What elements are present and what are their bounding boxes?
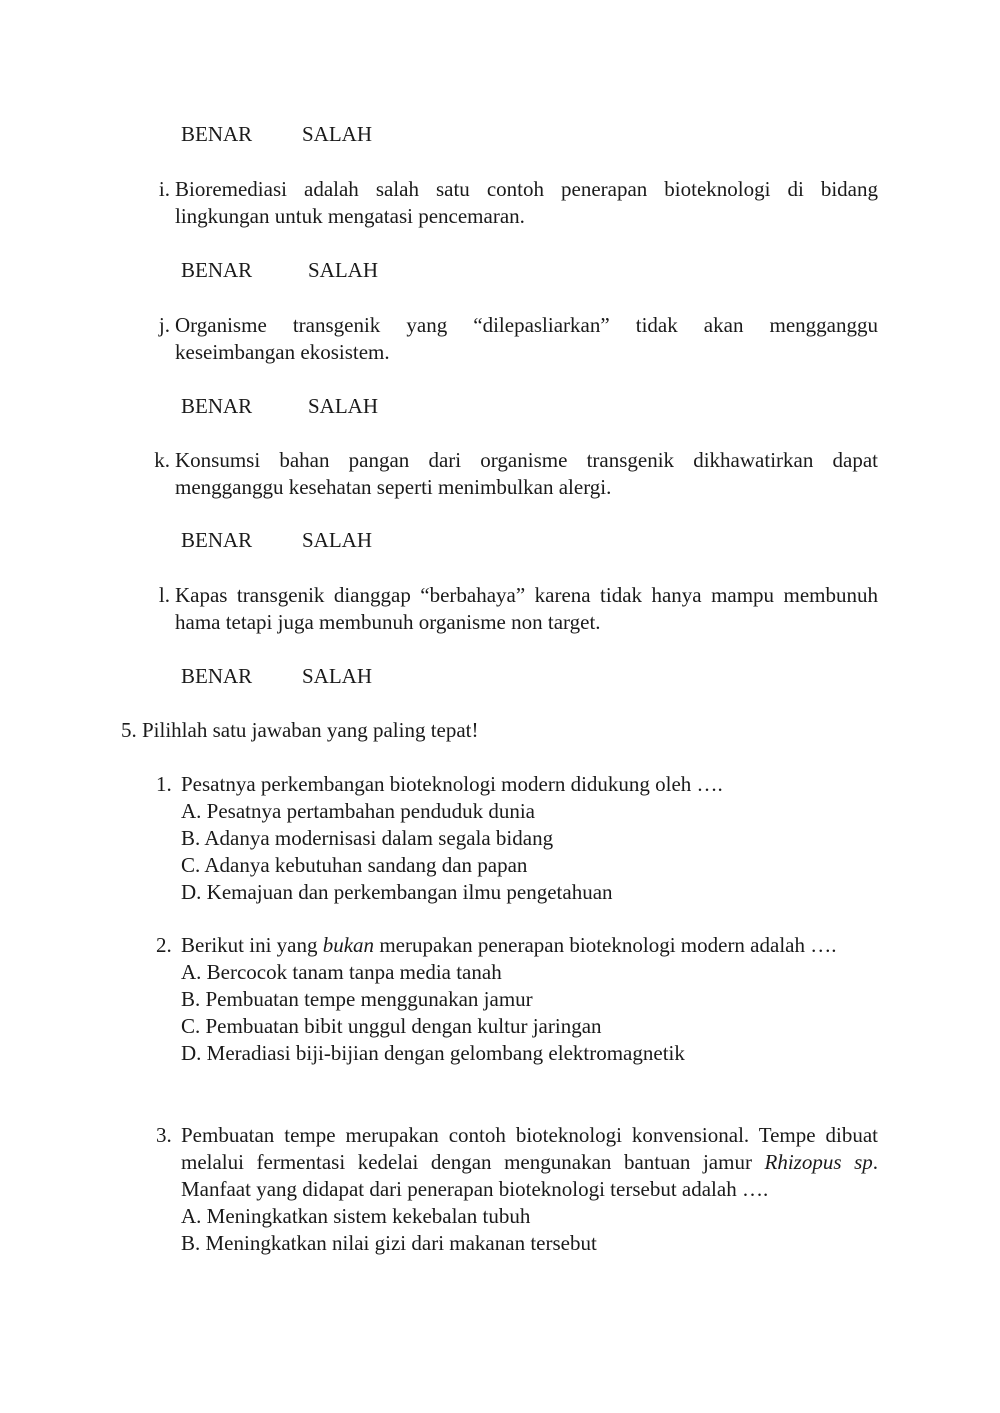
salah-option[interactable]: SALAH <box>302 664 373 688</box>
option-b[interactable]: B. Meningkatkan nilai gizi dari makanan tersebut <box>181 1231 597 1255</box>
benar-option[interactable]: BENAR <box>181 394 253 418</box>
option-c[interactable]: C. Adanya kebutuhan sandang dan papan <box>181 853 528 877</box>
statement-text: Organisme transgenik yang “dilepasliarkan” tidak akan mengganggu keseimbangan ekosistem. <box>175 313 878 364</box>
option-d[interactable]: D. Kemajuan dan perkembangan ilmu pengetahuan <box>181 880 613 904</box>
option-list <box>181 798 878 906</box>
section-number: 5. <box>121 718 137 742</box>
question-text-part: . Manfaat yang didapat dari penerapan bioteknologi tersebut adalah …. <box>181 1150 878 1201</box>
statement-label: k. <box>154 448 170 472</box>
question-number: 3. <box>156 1123 172 1147</box>
question-text-part: merupakan penerapan bioteknologi modern adalah …. <box>374 933 837 957</box>
question-number: 1. <box>156 772 172 796</box>
option-c[interactable]: C. Pembuatan bibit unggul dengan kultur jaringan <box>181 1014 602 1038</box>
question-text <box>181 932 878 959</box>
option-b[interactable]: B. Pembuatan tempe menggunakan jamur <box>181 987 533 1011</box>
question-3 <box>156 1122 878 1257</box>
option-a[interactable]: A. Meningkatkan sistem kekebalan tubuh <box>181 1204 531 1228</box>
statement-j <box>140 312 878 366</box>
statement-label: l. <box>158 583 170 607</box>
statement-k <box>140 447 878 501</box>
question-text-part: Pembuatan tempe merupakan contoh bioteknologi konvensional. Tempe dibuat melalui fermentasi kedelai dengan mengunakan bantuan jamur <box>181 1123 878 1174</box>
statement-i <box>140 176 878 230</box>
question-text: Pesatnya perkembangan bioteknologi modern didukung oleh …. <box>181 772 723 796</box>
question-number: 2. <box>156 933 172 957</box>
question-emphasis: bukan <box>322 933 375 957</box>
option-a[interactable]: A. Pesatnya pertambahan penduduk dunia <box>181 799 535 823</box>
benar-option[interactable]: BENAR <box>181 122 253 146</box>
question-1 <box>156 771 878 906</box>
option-list <box>181 1203 878 1257</box>
statement-label: j. <box>158 313 170 337</box>
question-text-part: Berikut ini yang <box>181 933 323 957</box>
salah-option[interactable]: SALAH <box>302 528 373 552</box>
option-a[interactable]: A. Bercocok tanam tanpa media tanah <box>181 960 502 984</box>
statement-label: i. <box>158 177 170 201</box>
salah-option[interactable]: SALAH <box>302 122 373 146</box>
salah-option[interactable]: SALAH <box>308 258 379 282</box>
benar-option[interactable]: BENAR <box>181 258 253 282</box>
option-d[interactable]: D. Meradiasi biji-bijian dengan gelombang elektromagnetik <box>181 1041 685 1065</box>
section-5-heading <box>121 717 479 744</box>
section-instruction: Pilihlah satu jawaban yang paling tepat! <box>142 718 479 742</box>
statement-text: Kapas transgenik dianggap “berbahaya” karena tidak hanya mampu membunuh hama tetapi juga membunuh organisme non target. <box>175 583 878 634</box>
statement-text: Bioremediasi adalah salah satu contoh penerapan bioteknologi di bidang lingkungan untuk mengatasi pencemaran. <box>175 177 878 228</box>
option-list <box>181 959 878 1067</box>
option-b[interactable]: B. Adanya modernisasi dalam segala bidang <box>181 826 554 850</box>
question-emphasis: Rhizopus sp <box>764 1150 873 1174</box>
question-text <box>181 1122 878 1203</box>
statement-l <box>140 582 878 636</box>
question-2 <box>156 932 878 1067</box>
benar-option[interactable]: BENAR <box>181 664 253 688</box>
salah-option[interactable]: SALAH <box>308 394 379 418</box>
benar-option[interactable]: BENAR <box>181 528 253 552</box>
statement-text: Konsumsi bahan pangan dari organisme transgenik dikhawatirkan dapat mengganggu kesehatan seperti menimbulkan alergi. <box>175 448 878 499</box>
